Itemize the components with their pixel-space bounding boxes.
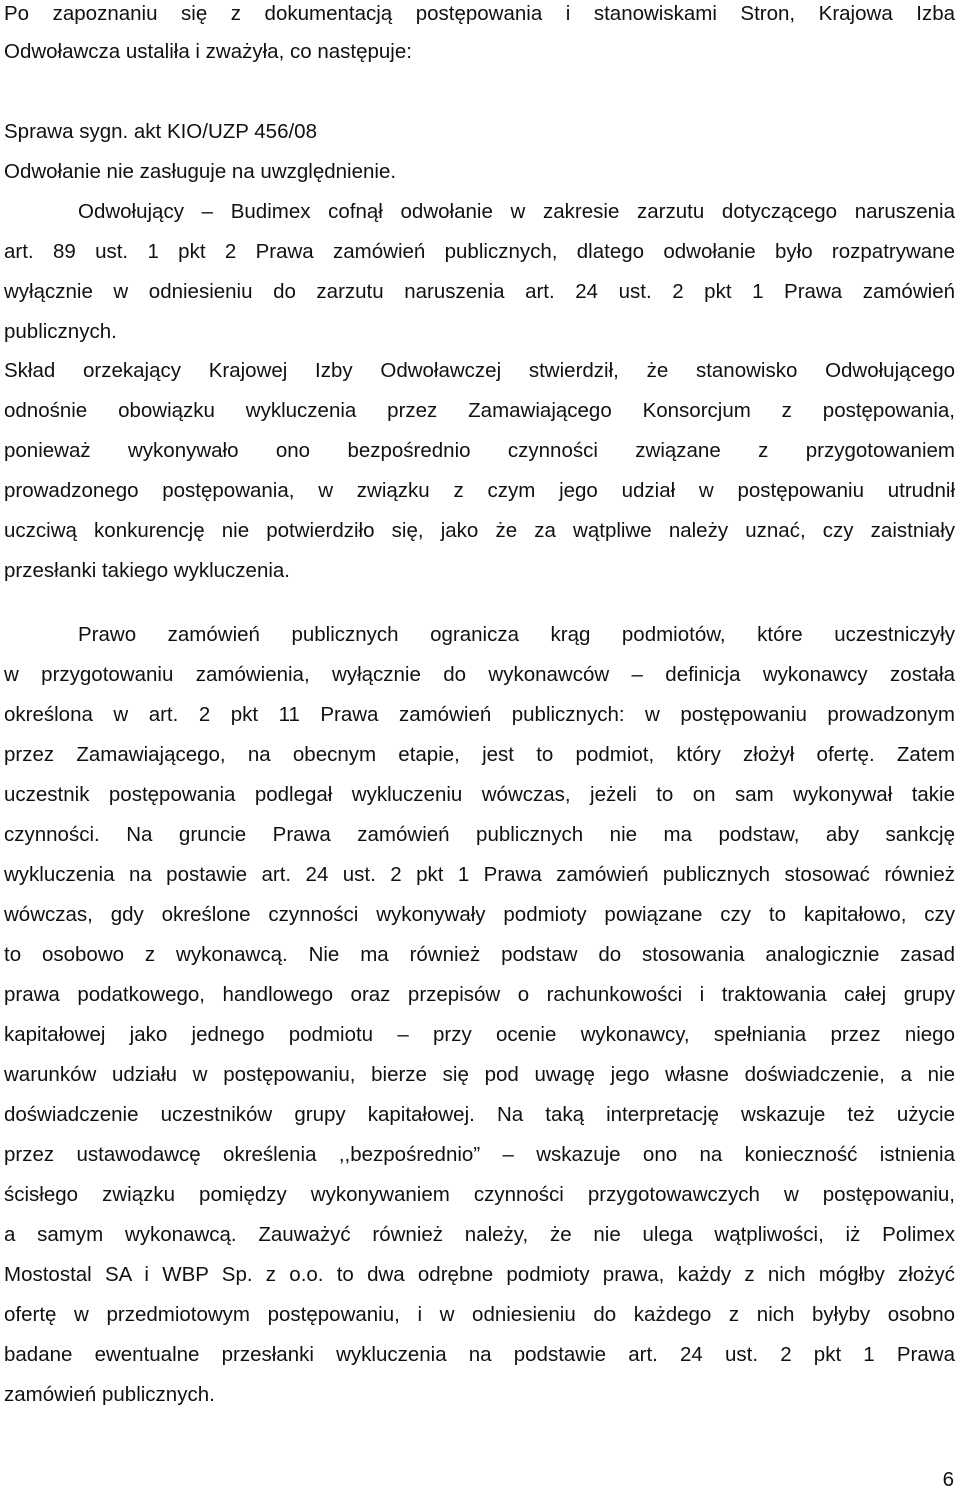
intro-line-1: Po zapoznaniu się z dokumentacją postępowania i stanowiskami Stron, Krajowa Izba	[4, 2, 955, 25]
paragraph-3-line-17: Mostostal SA i WBP Sp. z o.o. to dwa odrębne podmioty prawa, każdy z nich mógłby złożyć	[4, 1263, 955, 1286]
paragraph-2-line-4: prowadzonego postępowania, w związku z czym jego udział w postępowaniu utrudnił	[4, 479, 955, 502]
paragraph-3-line-13: doświadczenie uczestników grupy kapitałowej. Na taką interpretację wskazuje też użycie	[4, 1103, 955, 1126]
paragraph-3-line-8: wówczas, gdy określone czynności wykonywały podmioty powiązane czy to kapitałowo, czy	[4, 903, 955, 926]
paragraph-1-line-4: publicznych.	[4, 320, 117, 343]
paragraph-2-line-6: przesłanki takiego wykluczenia.	[4, 559, 290, 582]
page-number: 6	[942, 1468, 954, 1491]
paragraph-2-line-5: uczciwą konkurencję nie potwierdziło się, jako że za wątpliwe należy uznać, czy zaistniały	[4, 519, 955, 542]
paragraph-3-line-19: badane ewentualne przesłanki wykluczenia na podstawie art. 24 ust. 2 pkt 1 Prawa	[4, 1343, 955, 1366]
paragraph-3-line-6: czynności. Na gruncie Prawa zamówień publicznych nie ma podstaw, aby sankcję	[4, 823, 955, 846]
paragraph-3-line-16: a samym wykonawcą. Zauważyć również należy, że nie ulega wątpliwości, iż Polimex	[4, 1223, 955, 1246]
paragraph-3-line-3: określona w art. 2 pkt 11 Prawa zamówień publicznych: w postępowaniu prowadzonym	[4, 703, 955, 726]
paragraph-2-line-3: ponieważ wykonywało ono bezpośrednio czynności związane z przygotowaniem	[4, 439, 955, 462]
paragraph-3-line-5: uczestnik postępowania podlegał wykluczeniu wówczas, jeżeli to on sam wykonywał takie	[4, 783, 955, 806]
paragraph-1-line-1: Odwołujący – Budimex cofnął odwołanie w zakresie zarzutu dotyczącego naruszenia	[78, 200, 955, 223]
case-reference-heading: Sprawa sygn. akt KIO/UZP 456/08	[4, 120, 317, 143]
paragraph-3-line-18: ofertę w przedmiotowym postępowaniu, i w odniesieniu do każdego z nich byłyby osobno	[4, 1303, 955, 1326]
paragraph-3-line-4: przez Zamawiającego, na obecnym etapie, jest to podmiot, który złożył ofertę. Zatem	[4, 743, 955, 766]
paragraph-3-line-10: prawa podatkowego, handlowego oraz przepisów o rachunkowości i traktowania całej grupy	[4, 983, 955, 1006]
paragraph-3-line-14: przez ustawodawcę określenia ,,bezpośrednio” – wskazuje ono na konieczność istnienia	[4, 1143, 955, 1166]
paragraph-3-line-9: to osobowo z wykonawcą. Nie ma również podstaw do stosowania analogicznie zasad	[4, 943, 955, 966]
ruling-line: Odwołanie nie zasługuje na uwzględnienie.	[4, 160, 397, 183]
paragraph-1-line-2: art. 89 ust. 1 pkt 2 Prawa zamówień publicznych, dlatego odwołanie było rozpatrywane	[4, 240, 955, 263]
paragraph-3-line-11: kapitałowej jako jednego podmiotu – przy ocenie wykonawcy, spełniania przez niego	[4, 1023, 955, 1046]
paragraph-3-line-15: ścisłego związku pomiędzy wykonywaniem czynności przygotowawczych w postępowaniu,	[4, 1183, 955, 1206]
intro-line-2: Odwoławcza ustaliła i zważyła, co następuje:	[4, 40, 412, 63]
paragraph-3-line-7: wykluczenia na postawie art. 24 ust. 2 pkt 1 Prawa zamówień publicznych stosować również	[4, 863, 955, 886]
paragraph-3-line-12: warunków udziału w postępowaniu, bierze się pod uwagę jego własne doświadczenie, a nie	[4, 1063, 955, 1086]
paragraph-2-line-1: Skład orzekający Krajowej Izby Odwoławczej stwierdził, że stanowisko Odwołującego	[4, 359, 955, 382]
paragraph-1-line-3: wyłącznie w odniesieniu do zarzutu naruszenia art. 24 ust. 2 pkt 1 Prawa zamówień	[4, 280, 955, 303]
paragraph-2-line-2: odnośnie obowiązku wykluczenia przez Zamawiającego Konsorcjum z postępowania,	[4, 399, 955, 422]
paragraph-3-line-1: Prawo zamówień publicznych ogranicza krąg podmiotów, które uczestniczyły	[78, 623, 955, 646]
paragraph-3-line-2: w przygotowaniu zamówienia, wyłącznie do wykonawców – definicja wykonawcy została	[4, 663, 955, 686]
paragraph-3-line-20: zamówień publicznych.	[4, 1383, 215, 1406]
